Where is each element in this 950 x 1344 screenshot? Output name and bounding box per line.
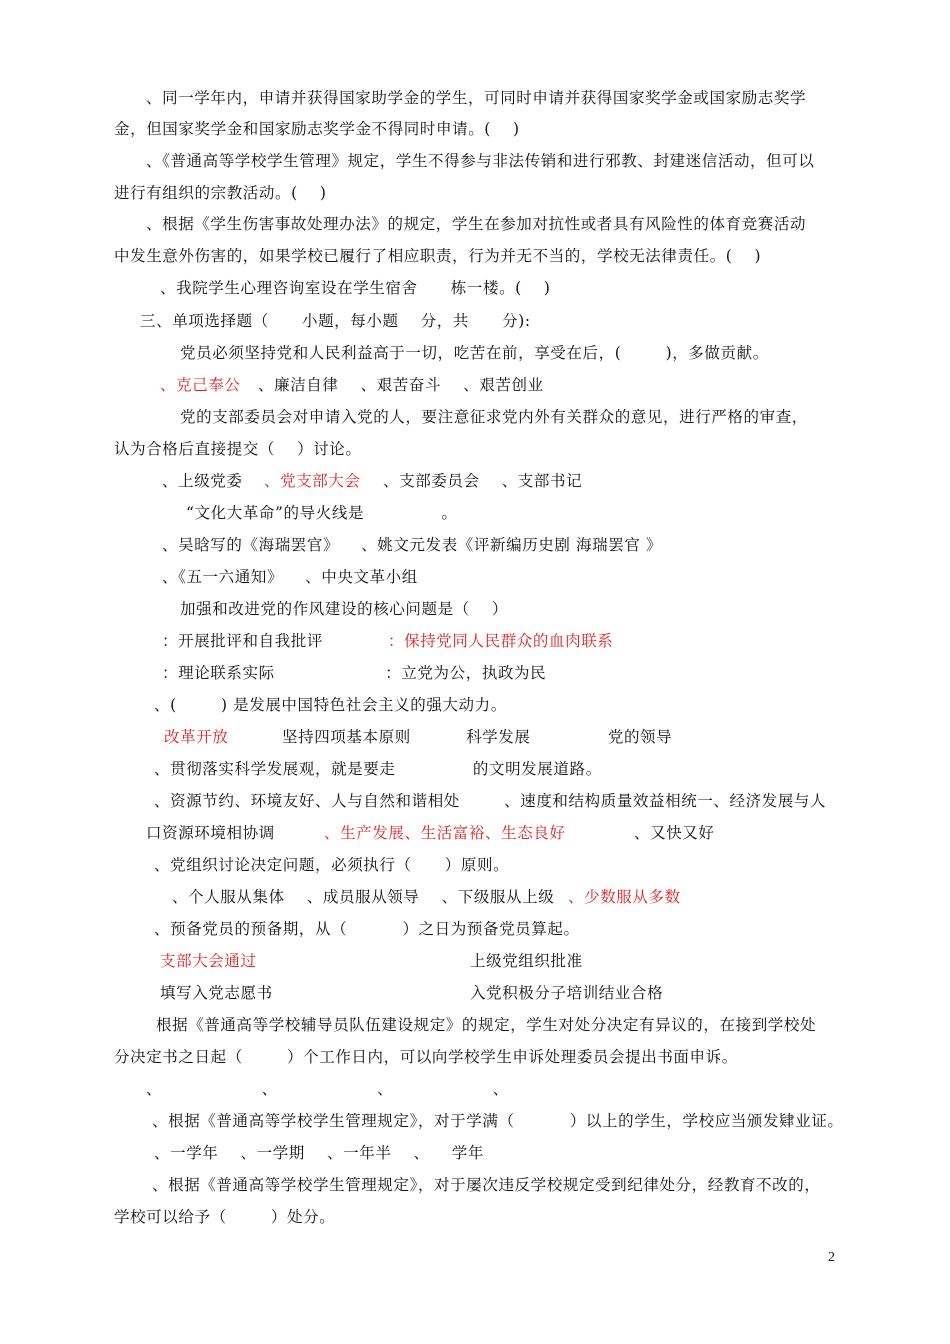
- answer-option: 入党积极分子培训结业合格: [470, 984, 664, 1002]
- answer-option-correct: 改革开放: [164, 728, 229, 746]
- answer-options: 坚持四项基本原则 科学发展 党的领导: [282, 728, 673, 746]
- section-heading: 三、单项选择题（ 小题，每小题 分，共 分):: [140, 312, 531, 330]
- question-text: 认为合格后直接提交（ ）讨论。: [114, 440, 362, 458]
- question-text: 、贯彻落实科学发展观，就是要走 的文明发展道路。: [154, 760, 602, 778]
- text-line: 、根据《学生伤害事故处理办法》的规定，学生在参加对抗性或者具有风险性的体育竞赛活动: [146, 215, 807, 233]
- answer-option-correct: 、党支部大会: [264, 472, 361, 490]
- answer-option: 、上级党委: [162, 472, 243, 490]
- answer-option: 填写入党志愿书: [160, 984, 273, 1002]
- answer-option-correct: 、克己奉公: [160, 376, 241, 394]
- answer-options: 、吴晗写的《海瑞罢官》 、姚文元发表《评新编历史剧 海瑞罢官 》: [162, 536, 663, 554]
- question-text: 分决定书之日起（ ）个工作日内，可以向学校学生申诉处理委员会提出书面申诉。: [114, 1048, 738, 1066]
- answer-options: 、《五一六通知》 、中央文革小组: [162, 568, 418, 586]
- question-text: 、党组织讨论决定问题，必须执行（ ）原则。: [154, 856, 510, 874]
- text-line: 、《普通高等学校学生管理》规定，学生不得参与非法传销和进行邪教、封建迷信活动，但可以: [146, 152, 815, 170]
- text-line: 、我院学生心理咨询室设在学生宿舍 栋一楼。( ): [160, 279, 551, 297]
- text-line: 中发生意外伤害的，如果学校已履行了相应职责，行为并无不当的，学校无法律责任。( ): [114, 247, 762, 265]
- answer-options: 、支部委员会 、支部书记: [383, 472, 583, 490]
- answer-option-correct: 、少数服从多数: [568, 888, 681, 906]
- question-text: 根据《普通高等学校辅导员队伍建设规定》的规定，学生对处分决定有异议的，在接到学校处: [156, 1016, 817, 1034]
- answer-option: 上级党组织批准: [470, 952, 583, 970]
- answer-option-correct: 支部大会通过: [160, 952, 257, 970]
- answer-option-correct: ：保持党同人民群众的血肉联系: [388, 632, 614, 650]
- answer-options: 、资源节约、环境友好、人与自然和谐相处 、速度和结构质量效益相统一、经济发展与人: [154, 792, 827, 810]
- question-text: 学校可以给予（ ）处分。: [114, 1208, 336, 1226]
- text-line: 、同一学年内，申请并获得国家助学金的学生，可同时申请并获得国家奖学金或国家励志奖学: [146, 89, 807, 107]
- question-text: “文化大革命”的导火线是 。: [186, 504, 458, 522]
- question-text: 加强和改进党的作风建设的核心问题是（ ）: [180, 600, 509, 618]
- answer-options: 、廉洁自律 、艰苦奋斗 、艰苦创业: [258, 376, 544, 394]
- question-text: 、预备党员的预备期，从（ ）之日为预备党员算起。: [154, 920, 580, 938]
- answer-option: 口资源环境相协调: [146, 824, 275, 842]
- question-text: 党员必须坚持党和人民利益高于一切，吃苦在前，享受在后，( )，多做贡献。: [180, 344, 769, 362]
- answer-options: 、个人服从集体 、成员服从领导 、下级服从上级: [172, 888, 555, 906]
- answer-options: 、 、 、 、: [146, 1080, 509, 1098]
- page-number: 2: [828, 1250, 836, 1265]
- question-text: 、( ) 是发展中国特色社会主义的强大动力。: [154, 696, 507, 714]
- answer-options: 、一学年 、一学期 、一年半 、 学年: [154, 1144, 484, 1162]
- answer-option: 、又快又好: [634, 824, 715, 842]
- answer-options: ：理论联系实际 ：立党为公，执政为民: [162, 664, 547, 682]
- text-line: 进行有组织的宗教活动。( ): [114, 184, 327, 202]
- answer-option-correct: 、生产发展、生活富裕、生态良好: [324, 824, 566, 842]
- question-text: 党的支部委员会对申请入党的人，要注意征求党内外有关群众的意见，进行严格的审查，: [180, 408, 808, 426]
- answer-option: ：开展批评和自我批评: [162, 632, 324, 650]
- text-line: 金，但国家奖学金和国家励志奖学金不得同时申请。( ): [114, 120, 520, 138]
- question-text: 、根据《普通高等学校学生管理规定》，对于屡次违反学校规定受到纪律处分，经教育不改的，: [152, 1176, 821, 1194]
- question-text: 、根据《普通高等学校学生管理规定》，对于学满（ ）以上的学生，学校应当颁发肄业证。: [152, 1112, 844, 1130]
